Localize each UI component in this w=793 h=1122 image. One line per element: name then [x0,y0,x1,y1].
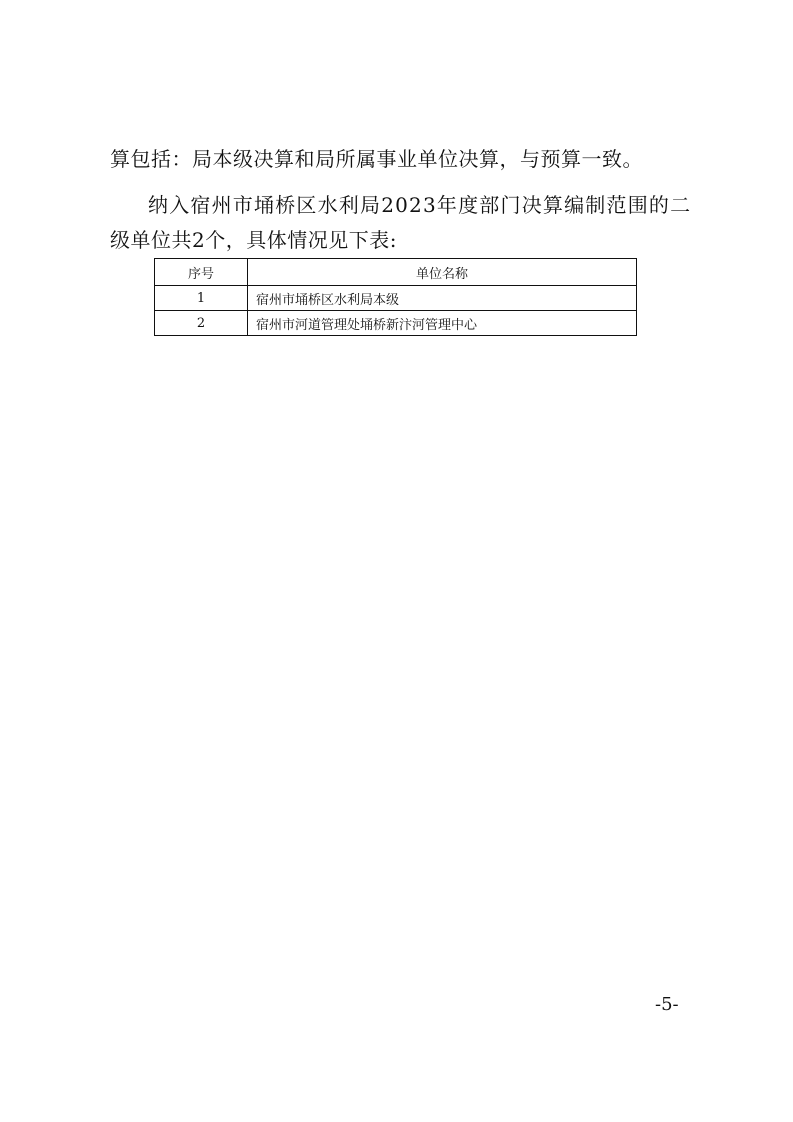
table-row [155,286,637,311]
table-cell-serial: 1 [155,286,248,311]
paragraph-line: 级单位共2个，具体情况见下表: [110,228,397,252]
table-header-row [155,259,637,286]
table-cell-unit-name: 宿州市埇桥区水利局本级 [248,286,637,311]
header-cell-unit-name: 单位名称 [248,259,637,286]
table-row [155,311,637,336]
page-number: -5- [655,994,679,1015]
unit-table [154,258,637,336]
paragraph-line: 纳入宿州市埇桥区水利局2023年度部门决算编制范围的二 [148,193,692,217]
header-cell-serial: 序号 [155,259,248,286]
table-cell-unit-name: 宿州市河道管理处埇桥新汴河管理中心 [248,311,637,336]
paragraph-line: 算包括：局本级决算和局所属事业单位决算，与预算一致。 [110,147,643,171]
table-cell-serial: 2 [155,311,248,336]
